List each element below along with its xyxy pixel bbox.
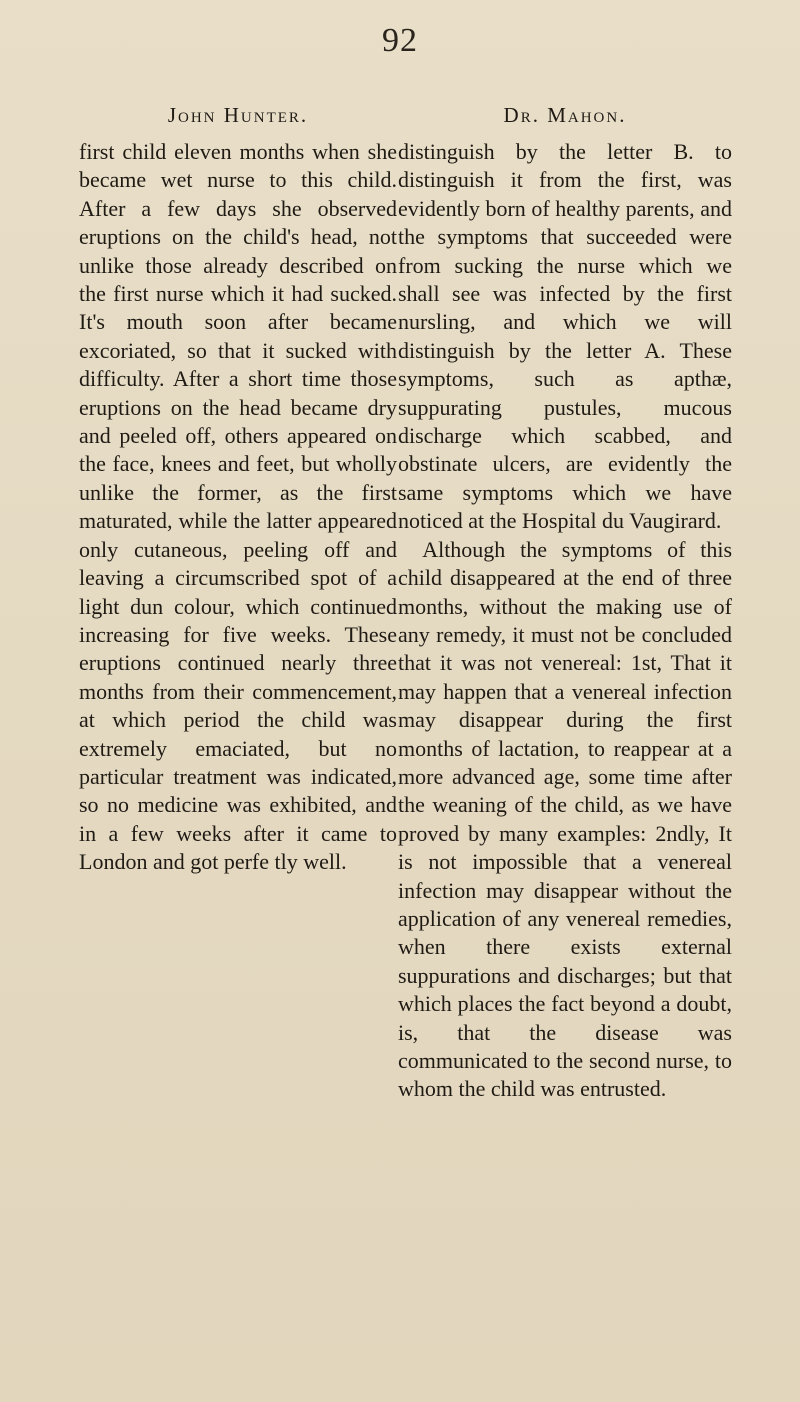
left-column-john-hunter: [79, 100, 397, 877]
right-column-body: [398, 138, 732, 1104]
left-column-heading: John Hunter.: [167, 103, 309, 127]
right-column-paragraph-1: distinguish by the letter B. to distinguish it from the first, was evidently born of healthy parents, and the symptoms that succeeded were from sucking the nurse which we shall see was infected by the first nursling, and which we will distinguish by the letter A. These symptoms, such as apthæ, suppurating pustules, mucous discharge which scabbed, and obstinate ulcers, are evidently the same symptoms which we have noticed at the Hospital du Vaugirard.: [398, 139, 732, 534]
right-column-dr-mahon: [398, 100, 732, 1104]
right-column-paragraph-2: Although the symptoms of this child disappeared at the end of three months, without the making use of any remedy, it must not be concluded that it was not venereal: 1st, That it may happen that a venereal infection may disappear during the first months of lactation, to reappear at a more advanced age, some time after the weaning of the child, as we have proved by many examples: 2ndly, It is not impossible that a venereal infection may disappear without the application of any venereal remedies, when there exists external suppurations and discharges; but that which places the fact beyond a doubt, is, that the disease was communicated to the second nurse, to whom the child was entrusted.: [398, 536, 732, 1102]
page-number: 92: [382, 22, 418, 59]
left-column-body: [79, 138, 397, 877]
right-column-heading: Dr. Mahon.: [503, 103, 627, 127]
left-column-paragraph: first child eleven months when she became wet nurse to this child. After a few days she observed eruptions on the child's head, not unlike those already described on the first nurse which it had sucked. It's mouth soon after became excoriated, so that it sucked with difficulty. After a short time those eruptions on the head became dry and peeled off, others appeared on the face, knees and feet, but wholly unlike the former, as the first maturated, while the latter appeared only cutaneous, peeling off and leaving a circumscribed spot of a light dun colour, which continued increasing for five weeks. These eruptions continued nearly three months from their commencement, at which period the child was extremely emaciated, but no particular treatment was indicated, so no medicine was exhibited, and in a few weeks after it came to London and got perfe tly well.: [79, 139, 397, 875]
